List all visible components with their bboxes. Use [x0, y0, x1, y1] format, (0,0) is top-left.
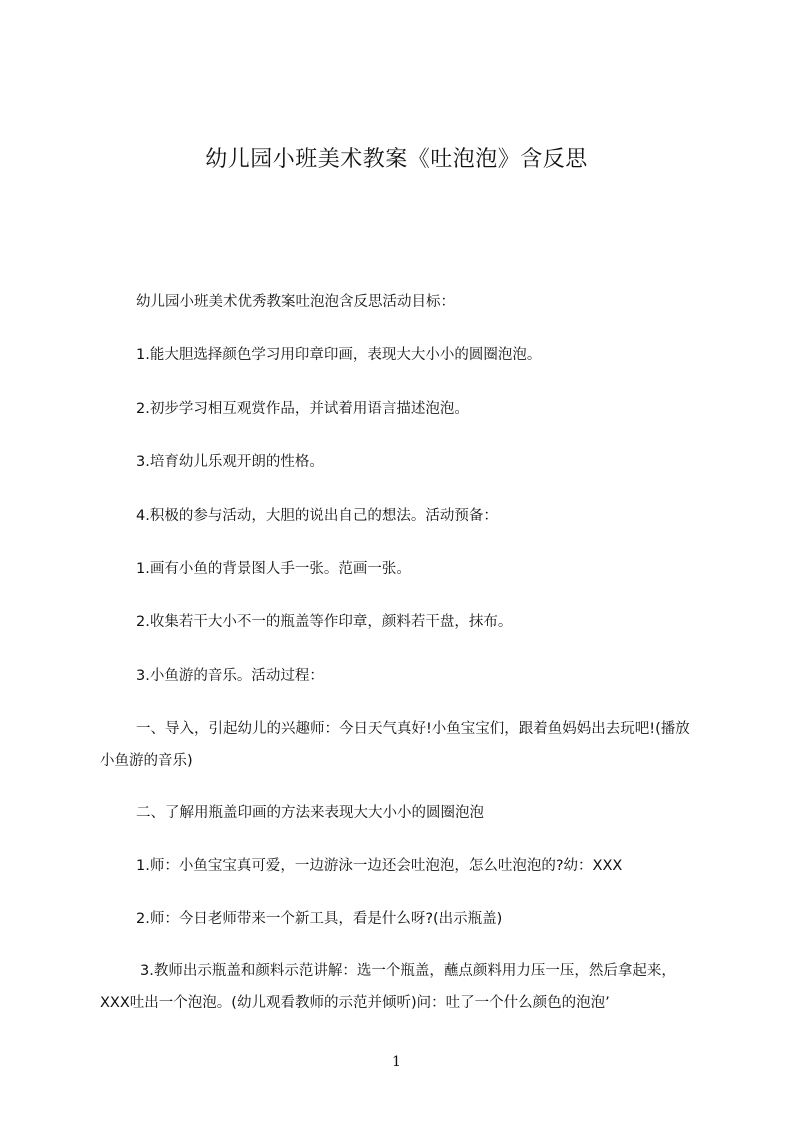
document-title: 幼儿园小班美术教案《吐泡泡》含反思 [205, 147, 588, 172]
paragraph-prep-1: 1.画有小鱼的背景图人手一张。范画一张。 [136, 561, 411, 577]
paragraph-intro: 幼儿园小班美术优秀教案吐泡泡含反思活动目标： [136, 294, 455, 310]
paragraph-goal-2: 2.初步学习相互观赏作品，并试着用语言描述泡泡。 [136, 401, 469, 417]
page-number: 1 [392, 1054, 401, 1070]
paragraph-prep-2: 2.收集若干大小不一的瓶盖等作印章，颜料若干盘，抹布。 [136, 614, 513, 630]
paragraph-step-2-3: 3.教师出示瓶盖和颜料示范讲解：选一个瓶盖，蘸点颜料用力压一压，然后拿起来，XXX吐出一个泡泡。(幼儿观看教师的示范并倾听)问：吐了一个什么颜色的泡泡’ [100, 963, 676, 1011]
paragraph-step-2-2: 2.师：今日老师带来一个新工具，看是什么呀?(出示瓶盖) [136, 911, 503, 927]
paragraph-goal-4: 4.积极的参与活动，大胆的说出自己的想法。活动预备： [136, 508, 498, 524]
paragraph-step-2-1: 1.师：小鱼宝宝真可爱，一边游泳一边还会吐泡泡，怎么吐泡泡的?幼：XXX [136, 858, 623, 874]
paragraph-prep-3: 3.小鱼游的音乐。活动过程： [136, 668, 324, 684]
paragraph-goal-1: 1.能大胆选择颜色学习用印章印画，表现大大小小的圆圈泡泡。 [136, 347, 542, 363]
paragraph-step-2: 二、了解用瓶盖印画的方法来表现大大小小的圆圈泡泡 [136, 805, 484, 821]
paragraph-step-1: 一、导入，引起幼儿的兴趣师：今日天气真好!小鱼宝宝们，跟着鱼妈妈出去玩吧!(播放小鱼游的音乐) [100, 721, 690, 769]
paragraph-goal-3: 3.培育幼儿乐观开朗的性格。 [136, 454, 324, 470]
